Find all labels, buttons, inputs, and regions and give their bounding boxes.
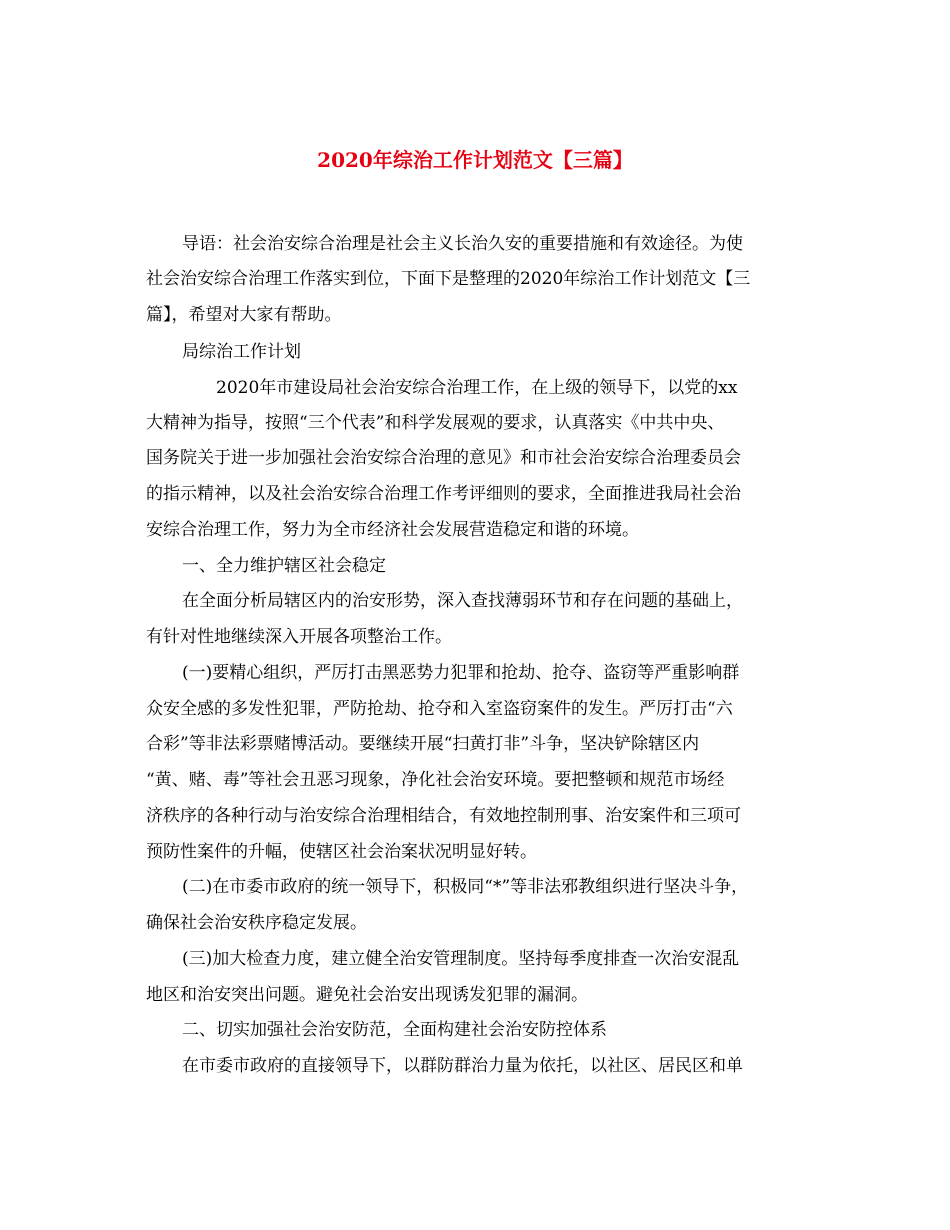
paragraph-line: 地区和治安突出问题。避免社会治安出现诱发犯罪的漏洞。 <box>146 985 588 1005</box>
paragraph-line: (二)在市委市政府的统一领导下，积极同“*”等非法邪教组织进行坚决斗争， <box>182 877 749 897</box>
document-title: 2020年综治工作计划范文【三篇】 <box>317 148 633 172</box>
section-heading: 局综治工作计划 <box>182 342 301 362</box>
paragraph-line: 济秩序的各种行动与治安综合治理相结合，有效地控制刑事、治安案件和三项可 <box>146 806 741 826</box>
paragraph-line: 在全面分析局辖区内的治安形势，深入查找薄弱环节和存在问题的基础上， <box>182 591 743 611</box>
paragraph-line: 大精神为指导，按照“三个代表”和科学发展观的要求，认真落实《中共中央、 <box>146 413 725 433</box>
paragraph-line: 安综合治理工作，努力为全市经济社会发展营造稳定和谐的环境。 <box>146 520 639 540</box>
section-heading: 二、切实加强社会治安防范，全面构建社会治安防控体系 <box>182 1020 607 1040</box>
section-heading: 一、全力维护辖区社会稳定 <box>182 556 386 576</box>
paragraph-line: 国务院关于进一步加强社会治安综合治理的意见》和市社会治安综合治理委员会 <box>146 448 741 468</box>
paragraph-line: 确保社会治安秩序稳定发展。 <box>146 913 367 933</box>
paragraph-line: 导语：社会治安综合治理是社会主义长治久安的重要措施和有效途径。为使 <box>182 234 743 254</box>
paragraph-line: 有针对性地继续深入开展各项整治工作。 <box>146 627 452 647</box>
paragraph-line: 2020年市建设局社会治安综合治理工作，在上级的领导下，以党的xx <box>216 378 738 398</box>
paragraph-line: 预防性案件的升幅，使辖区社会治案状况明显好转。 <box>146 842 537 862</box>
paragraph-line: 在市委市政府的直接领导下，以群防群治力量为依托，以社区、居民区和单 <box>182 1056 743 1076</box>
paragraph-line: 篇】，希望对大家有帮助。 <box>146 305 342 325</box>
paragraph-line: “黄、赌、毒”等社会丑恶习现象，净化社会治安环境。要把整顿和规范市场经 <box>146 770 725 790</box>
paragraph-line: 合彩”等非法彩票赌博活动。要继续开展“扫黄打非”斗争，坚决铲除辖区内 <box>146 734 700 754</box>
paragraph-line: 众安全感的多发性犯罪，严防抢劫、抢夺和入室盗窃案件的发生。严厉打击“六 <box>146 699 733 719</box>
paragraph-line: (一)要精心组织，严厉打击黑恶势力犯罪和抢劫、抢夺、盗窃等严重影响群 <box>182 663 740 683</box>
paragraph-line: 社会治安综合治理工作落实到位，下面下是整理的2020年综治工作计划范文【三 <box>146 269 751 289</box>
paragraph-line: 的指示精神，以及社会治安综合治理工作考评细则的要求，全面推进我局社会治 <box>146 484 741 504</box>
paragraph-line: (三)加大检查力度，建立健全治安管理制度。坚持每季度排查一次治安混乱 <box>182 949 740 969</box>
